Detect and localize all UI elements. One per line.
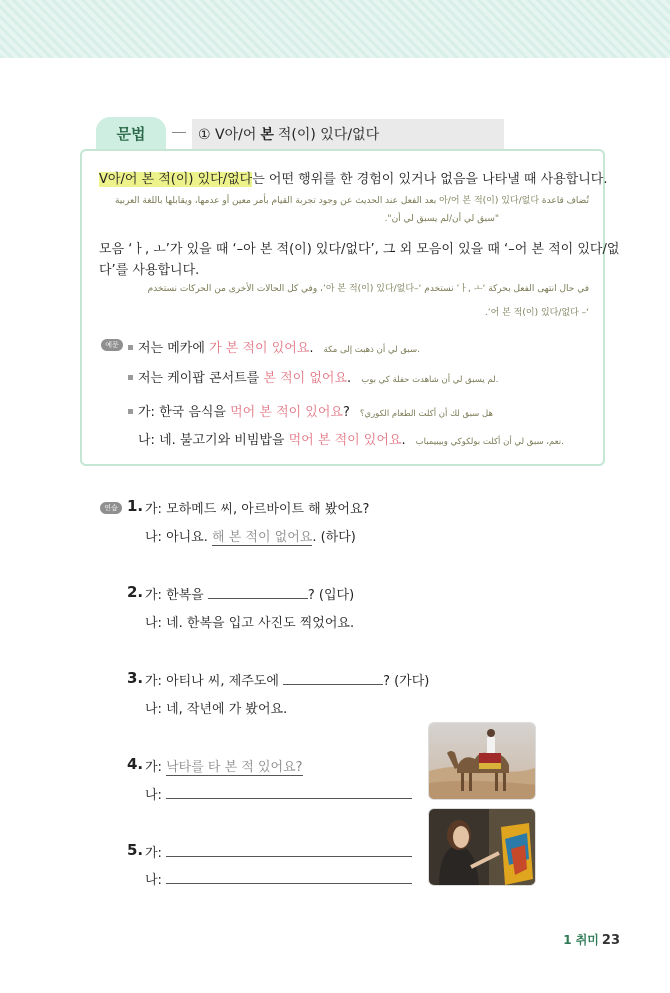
question-number: 3.	[127, 669, 144, 687]
q2-line-b: 나: 네. 한복을 입고 사진도 찍었어요.	[145, 616, 355, 631]
title-pre: ① V아/어	[198, 127, 257, 143]
q2-line-a	[145, 584, 354, 603]
example-text: 나: 네. 불고기와 비빔밥을	[138, 433, 289, 448]
explanation-line-3: 다’를 사용합니다.	[99, 263, 200, 278]
q4-speaker: 가:	[145, 760, 167, 775]
example-item	[128, 367, 498, 386]
q3-prompt: 가: 아티나 씨, 제주도에	[145, 674, 284, 689]
page-footer	[563, 931, 620, 948]
grammar-header	[96, 117, 408, 149]
example-badge: 예문	[101, 339, 123, 351]
example-item	[128, 337, 420, 356]
page-number: 23	[601, 933, 620, 948]
grammar-title	[192, 119, 504, 149]
painter-illustration	[429, 809, 536, 886]
q2-prompt: 가: 한복을	[145, 588, 208, 603]
q4-answer: 낙타를 타 본 적 있어요?	[166, 756, 302, 776]
question-number: 5.	[127, 841, 144, 859]
q3-hint: ? (가다)	[383, 674, 430, 689]
example-text: 저는 케이팝 콘서트를	[138, 371, 264, 386]
example-text: 가: 한국 음식을	[138, 405, 231, 420]
camel-illustration	[429, 723, 536, 800]
example-item	[138, 429, 564, 448]
painting-photo	[428, 808, 536, 886]
arabic-explanation-1a: تُضاف قاعدة 아/어 본 적(이) 있다/없다 بعد الفعل عند الحديث عن وجود تجربة القيام بأمر معين أو عدمها، ويقابلها باللغة العربية	[114, 196, 589, 206]
bullet-icon	[128, 345, 133, 350]
q5-line-b	[145, 869, 412, 888]
bullet-icon	[128, 409, 133, 414]
q5-speaker-b: 나:	[145, 873, 162, 888]
arabic-explanation-2b: ‘– 어 본 적(이) 있다/없다’.	[484, 308, 589, 318]
grammar-tag: 문법	[96, 117, 166, 149]
q1-line-b	[145, 526, 356, 546]
q3-answer-blank[interactable]	[283, 684, 383, 685]
q1-hint: . (하다)	[312, 530, 356, 545]
example-punct: .	[401, 433, 406, 448]
explanation-line-1-rest: 는 어떤 행위를 한 경험이 있거나 없음을 나타낼 때 사용합니다.	[252, 172, 608, 187]
q2-hint: ? (입다)	[307, 588, 355, 603]
example-arabic: هل سبق لك أن أكلت الطعام الكوري؟	[359, 409, 493, 419]
q3-line-a	[145, 670, 429, 689]
example-highlight: 가 본 적이 있어요	[209, 341, 310, 356]
example-arabic: سبق لي أن ذهبت إلى مكة.	[323, 345, 420, 355]
header-divider	[172, 132, 186, 133]
q5-answer-blank-a[interactable]	[166, 856, 412, 857]
example-highlight: 먹어 본 적이 있어요	[288, 433, 402, 448]
q4-speaker-b: 나:	[145, 788, 162, 803]
example-item	[128, 401, 493, 420]
example-punct: .	[347, 371, 352, 386]
q1-answer: 해 본 적이 없어요	[212, 526, 312, 546]
q4-answer-blank[interactable]	[166, 798, 412, 799]
q2-answer-blank[interactable]	[208, 598, 308, 599]
q5-line-a	[145, 842, 412, 861]
q3-line-b: 나: 네, 작년에 가 봤어요.	[145, 702, 288, 717]
camel-photo	[428, 722, 536, 800]
title-bold: 본	[260, 127, 274, 143]
chapter-label: 1 취미	[563, 933, 599, 947]
explanation-line-1	[99, 168, 608, 187]
grammar-highlight: V아/어 본 적(이) 있다/없다	[99, 172, 253, 187]
example-punct: .	[309, 341, 314, 356]
q5-speaker-a: 가:	[145, 846, 162, 861]
q5-answer-blank-b[interactable]	[166, 883, 412, 884]
question-number: 4.	[127, 755, 144, 773]
example-arabic: نعم، سبق لي أن أكلت بولكوكي وبيبيمباب.	[415, 437, 564, 447]
question-number: 2.	[127, 583, 144, 601]
arabic-explanation-1b: "سبق لي أن/لم يسبق لي أن".	[384, 214, 499, 224]
question-number: 1.	[127, 497, 144, 515]
top-decorative-band	[0, 0, 670, 58]
q4-line-a	[145, 756, 303, 776]
title-post: 적(이) 있다/없다	[277, 127, 380, 143]
grammar-box	[80, 149, 620, 466]
explanation-line-2: 모음 ‘ㅏ, ㅗ’가 있을 때 ‘–아 본 적(이) 있다/없다’, 그 외 모음이 있을 때 ‘–어 본 적이 있다/없	[99, 242, 620, 257]
example-highlight: 본 적이 없어요	[263, 371, 348, 386]
q4-line-b	[145, 784, 412, 803]
arabic-explanation-2a: في حال انتهى الفعل بحركة ‘ㅏ, ㅗ’ نستخدم ‘–아 본 적(이) 있다/없다’، وفي كل الحالات الأخرى من الحركات نستخدم	[147, 284, 589, 294]
example-punct: ?	[343, 405, 350, 420]
example-highlight: 먹어 본 적이 있어요	[230, 405, 343, 420]
example-text: 저는 메카에	[138, 341, 210, 356]
bullet-icon	[128, 375, 133, 380]
q1-line-a: 가: 모하메드 씨, 아르바이트 해 봤어요?	[145, 502, 370, 517]
q1-speaker: 나: 아니요.	[145, 530, 213, 545]
practice-badge: 연습	[100, 502, 122, 514]
example-arabic: لم يسبق لي أن شاهدت حفلة كي بوب.	[361, 375, 499, 385]
